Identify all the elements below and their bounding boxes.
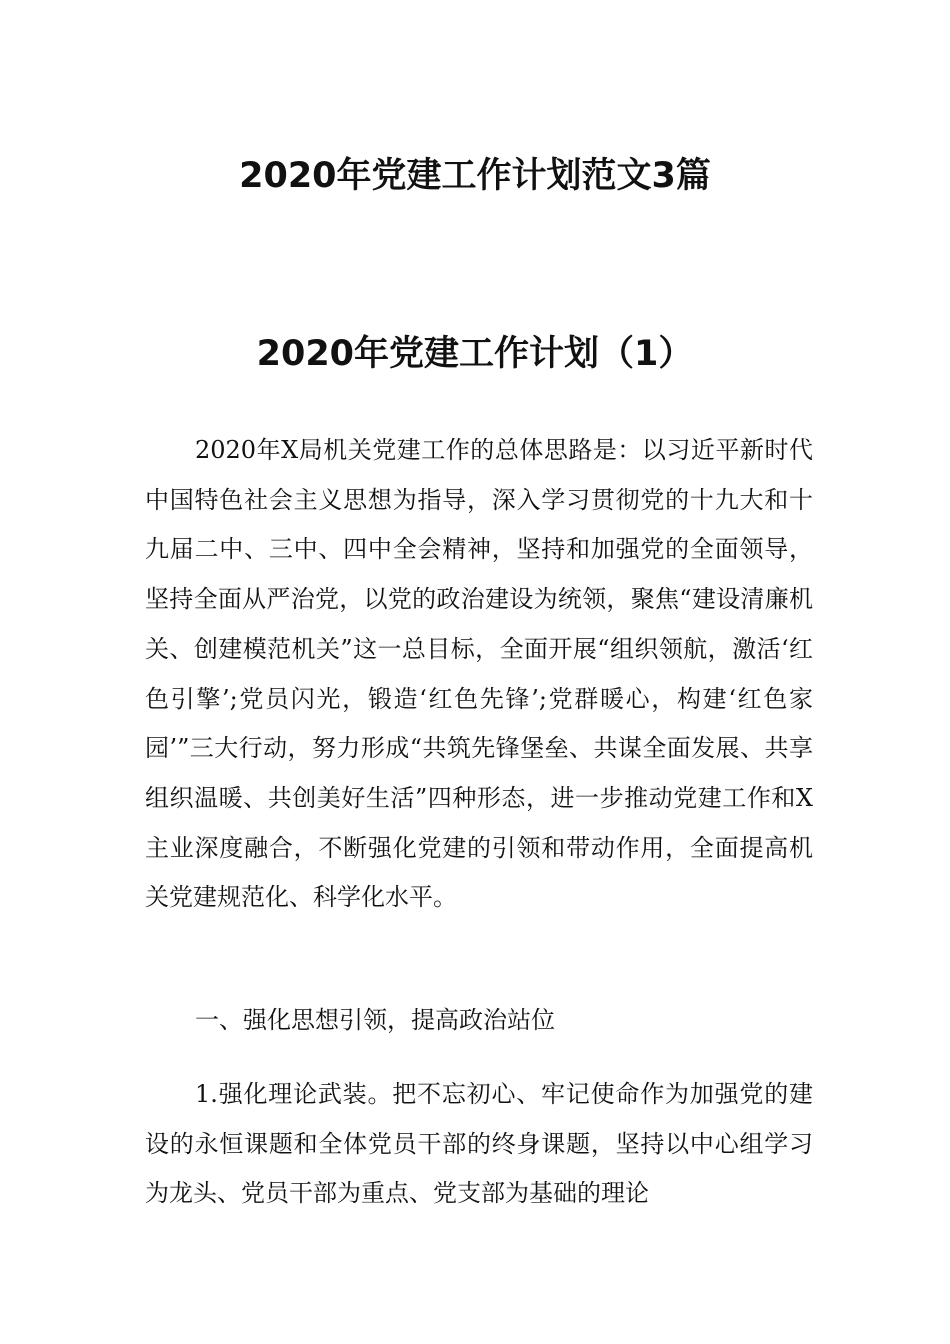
section-title: 2020年党建工作计划（1） [256,334,694,374]
paragraph-heading-1: 一、强化思想引领，提高政治站位 [195,1006,555,1034]
paragraph-item-1: 1.强化理论武装。把不忘初心、牢记使命作为加强党的建设的永恒课题和全体党员干部的终身课题，坚持以中心组学习为龙头、党员干部为重点、党支部为基础的理论 [145,1080,813,1208]
document-title: 2020年党建工作计划范文3篇 [239,156,711,196]
paragraph-intro: 2020年X局机关党建工作的总体思路是：以习近平新时代中国特色社会主义思想为指导，深入学习贯彻党的十九大和十九届二中、三中、四中全会精神，坚持和加强党的全面领导，坚持全面从严治党，以党的政治建设为统领，聚焦“建设清廉机关、创建模范机关”这一总目标，全面开展“组织领航，激活‘红色引擎’;党员闪光，锻造‘红色先锋’;党群暖心，构建‘红色家园’”三大行动，努力形成“共筑先锋堡垒、共谋全面发展、共享组织温暖、共创美好生活”四种形态，进一步推动党建工作和X主业深度融合，不断强化党建的引领和带动作用，全面提高机关党建规范化、科学化水平。 [145,436,813,912]
